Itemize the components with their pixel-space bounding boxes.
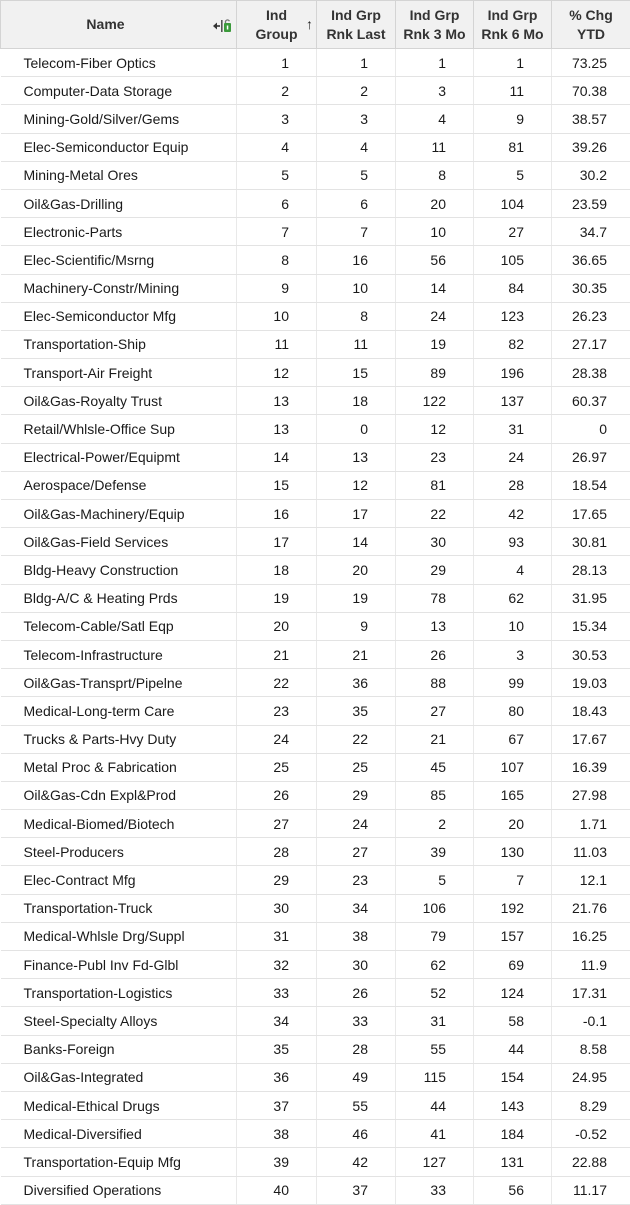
rnk-3mo-cell: 24 xyxy=(396,302,474,330)
table-row[interactable] xyxy=(1,105,630,133)
rnk-last-cell: 8 xyxy=(317,302,396,330)
ind-group-cell: 10 xyxy=(237,302,317,330)
rnk-last-cell: 35 xyxy=(317,697,396,725)
rnk-6mo-cell: 7 xyxy=(474,866,552,894)
rnk-6mo-cell: 69 xyxy=(474,951,552,979)
rnk-last-cell: 38 xyxy=(317,922,396,950)
name-cell[interactable]: Transportation-Truck xyxy=(1,894,237,922)
name-cell[interactable]: Electronic-Parts xyxy=(1,218,237,246)
ind-group-cell: 24 xyxy=(237,725,317,753)
rnk-3mo-cell: 23 xyxy=(396,443,474,471)
chg-ytd-cell: 28.13 xyxy=(552,556,630,584)
rnk-last-cell: 20 xyxy=(317,556,396,584)
chg-ytd-cell: 12.1 xyxy=(552,866,630,894)
rnk-6mo-cell: 42 xyxy=(474,500,552,528)
chg-ytd-cell: 24.95 xyxy=(552,1063,630,1091)
table-body xyxy=(1,49,630,1205)
rnk-6mo-cell: 56 xyxy=(474,1176,552,1204)
ind-group-cell: 32 xyxy=(237,951,317,979)
table-row[interactable] xyxy=(1,1148,630,1176)
ind-group-cell: 2 xyxy=(237,77,317,105)
chg-ytd-cell: 16.25 xyxy=(552,922,630,950)
rnk-last-cell: 12 xyxy=(317,471,396,499)
chg-ytd-cell: 11.9 xyxy=(552,951,630,979)
rnk-3mo-cell: 79 xyxy=(396,922,474,950)
table-row[interactable] xyxy=(1,330,630,358)
chg-ytd-cell: 18.43 xyxy=(552,697,630,725)
rnk-last-cell: 1 xyxy=(317,49,396,77)
ind-group-cell: 38 xyxy=(237,1120,317,1148)
ind-group-cell: 17 xyxy=(237,528,317,556)
rnk-3mo-cell: 2 xyxy=(396,810,474,838)
name-cell[interactable]: Transportation-Logistics xyxy=(1,979,237,1007)
table-row[interactable] xyxy=(1,1035,630,1063)
table-row[interactable] xyxy=(1,161,630,189)
rnk-6mo-cell: 130 xyxy=(474,838,552,866)
rnk-last-cell: 2 xyxy=(317,77,396,105)
chg-ytd-cell: -0.52 xyxy=(552,1120,630,1148)
rnk-last-cell: 30 xyxy=(317,951,396,979)
name-cell[interactable]: Mining-Metal Ores xyxy=(1,161,237,189)
name-cell[interactable]: Oil&Gas-Integrated xyxy=(1,1063,237,1091)
chg-ytd-cell: 17.65 xyxy=(552,500,630,528)
rnk-6mo-cell: 5 xyxy=(474,161,552,189)
chg-ytd-cell: 30.35 xyxy=(552,274,630,302)
chg-ytd-cell: 39.26 xyxy=(552,133,630,161)
table-row[interactable] xyxy=(1,725,630,753)
rnk-3mo-cell: 4 xyxy=(396,105,474,133)
rnk-last-cell: 4 xyxy=(317,133,396,161)
rnk-6mo-cell: 104 xyxy=(474,189,552,217)
name-cell[interactable]: Finance-Publ Inv Fd-Glbl xyxy=(1,951,237,979)
chg-ytd-cell: 26.97 xyxy=(552,443,630,471)
rnk-last-cell: 29 xyxy=(317,781,396,809)
rnk-6mo-cell: 24 xyxy=(474,443,552,471)
name-cell[interactable]: Bldg-Heavy Construction xyxy=(1,556,237,584)
chg-ytd-cell: 17.67 xyxy=(552,725,630,753)
rnk-6mo-cell: 82 xyxy=(474,330,552,358)
rnk-6mo-cell: 44 xyxy=(474,1035,552,1063)
rnk-6mo-cell: 58 xyxy=(474,1007,552,1035)
name-cell[interactable]: Oil&Gas-Field Services xyxy=(1,528,237,556)
rnk-last-cell: 7 xyxy=(317,218,396,246)
chg-ytd-cell: 21.76 xyxy=(552,894,630,922)
chg-ytd-cell: 27.17 xyxy=(552,330,630,358)
name-cell[interactable]: Electrical-Power/Equipmt xyxy=(1,443,237,471)
rnk-6mo-cell: 165 xyxy=(474,781,552,809)
chg-ytd-cell: 70.38 xyxy=(552,77,630,105)
table-row[interactable] xyxy=(1,669,630,697)
rnk-6mo-cell: 28 xyxy=(474,471,552,499)
table-row[interactable] xyxy=(1,1007,630,1035)
rnk-3mo-cell: 30 xyxy=(396,528,474,556)
column-header-rnk-6mo[interactable]: Ind Grp Rnk 6 Mo xyxy=(474,1,552,49)
ind-group-cell: 30 xyxy=(237,894,317,922)
rnk-3mo-cell: 44 xyxy=(396,1091,474,1119)
chg-ytd-cell: 22.88 xyxy=(552,1148,630,1176)
name-cell[interactable]: Transportation-Ship xyxy=(1,330,237,358)
ind-group-cell: 13 xyxy=(237,415,317,443)
chg-ytd-cell: 31.95 xyxy=(552,584,630,612)
chg-ytd-cell: 8.58 xyxy=(552,1035,630,1063)
rnk-3mo-cell: 14 xyxy=(396,274,474,302)
chg-ytd-cell: 23.59 xyxy=(552,189,630,217)
ind-group-cell: 31 xyxy=(237,922,317,950)
ind-group-cell: 29 xyxy=(237,866,317,894)
table-row[interactable] xyxy=(1,584,630,612)
table-row[interactable] xyxy=(1,612,630,640)
chg-ytd-cell: -0.1 xyxy=(552,1007,630,1035)
ind-group-cell: 6 xyxy=(237,189,317,217)
chg-ytd-cell: 28.38 xyxy=(552,359,630,387)
rnk-3mo-cell: 55 xyxy=(396,1035,474,1063)
chg-ytd-cell: 19.03 xyxy=(552,669,630,697)
rnk-last-cell: 46 xyxy=(317,1120,396,1148)
ind-group-cell: 33 xyxy=(237,979,317,1007)
chg-ytd-cell: 38.57 xyxy=(552,105,630,133)
column-header-ind-group[interactable]: Ind Group ↑ xyxy=(237,1,317,49)
rnk-3mo-cell: 21 xyxy=(396,725,474,753)
table-row[interactable] xyxy=(1,1063,630,1091)
rnk-3mo-cell: 115 xyxy=(396,1063,474,1091)
rnk-6mo-cell: 3 xyxy=(474,640,552,668)
name-cell[interactable]: Transportation-Equip Mfg xyxy=(1,1148,237,1176)
name-cell[interactable]: Elec-Contract Mfg xyxy=(1,866,237,894)
ind-group-cell: 7 xyxy=(237,218,317,246)
table-row[interactable] xyxy=(1,753,630,781)
rnk-6mo-cell: 192 xyxy=(474,894,552,922)
chg-ytd-cell: 30.2 xyxy=(552,161,630,189)
rnk-6mo-cell: 67 xyxy=(474,725,552,753)
ind-group-cell: 8 xyxy=(237,246,317,274)
rnk-last-cell: 15 xyxy=(317,359,396,387)
ind-group-cell: 20 xyxy=(237,612,317,640)
ind-group-cell: 4 xyxy=(237,133,317,161)
rnk-3mo-cell: 12 xyxy=(396,415,474,443)
rnk-last-cell: 33 xyxy=(317,1007,396,1035)
rnk-6mo-cell: 11 xyxy=(474,77,552,105)
collapse-columns-icon[interactable] xyxy=(212,19,232,33)
rnk-3mo-cell: 127 xyxy=(396,1148,474,1176)
table-row[interactable] xyxy=(1,49,630,77)
rnk-last-cell: 49 xyxy=(317,1063,396,1091)
ind-group-cell: 13 xyxy=(237,387,317,415)
chg-ytd-cell: 18.54 xyxy=(552,471,630,499)
rnk-last-cell: 25 xyxy=(317,753,396,781)
rnk-3mo-cell: 29 xyxy=(396,556,474,584)
column-header-rnk-3mo[interactable]: Ind Grp Rnk 3 Mo xyxy=(396,1,474,49)
rnk-6mo-cell: 131 xyxy=(474,1148,552,1176)
name-cell[interactable]: Computer-Data Storage xyxy=(1,77,237,105)
rnk-last-cell: 3 xyxy=(317,105,396,133)
sort-ascending-icon[interactable]: ↑ xyxy=(306,15,313,34)
rnk-6mo-cell: 20 xyxy=(474,810,552,838)
rnk-6mo-cell: 99 xyxy=(474,669,552,697)
table-row[interactable] xyxy=(1,1091,630,1119)
table-row[interactable] xyxy=(1,838,630,866)
rnk-last-cell: 27 xyxy=(317,838,396,866)
ind-group-cell: 25 xyxy=(237,753,317,781)
rnk-6mo-cell: 137 xyxy=(474,387,552,415)
name-cell[interactable]: Diversified Operations xyxy=(1,1176,237,1204)
rnk-last-cell: 9 xyxy=(317,612,396,640)
table-row[interactable] xyxy=(1,189,630,217)
rnk-3mo-cell: 33 xyxy=(396,1176,474,1204)
rnk-last-cell: 13 xyxy=(317,443,396,471)
table-row[interactable] xyxy=(1,697,630,725)
rnk-3mo-cell: 3 xyxy=(396,77,474,105)
ind-group-cell: 16 xyxy=(237,500,317,528)
table-row[interactable] xyxy=(1,302,630,330)
name-cell[interactable]: Steel-Specialty Alloys xyxy=(1,1007,237,1035)
chg-ytd-cell: 34.7 xyxy=(552,218,630,246)
rnk-last-cell: 18 xyxy=(317,387,396,415)
rnk-3mo-cell: 39 xyxy=(396,838,474,866)
ind-group-cell: 15 xyxy=(237,471,317,499)
chg-ytd-cell: 26.23 xyxy=(552,302,630,330)
chg-ytd-cell: 73.25 xyxy=(552,49,630,77)
name-cell[interactable]: Oil&Gas-Royalty Trust xyxy=(1,387,237,415)
table-row[interactable] xyxy=(1,1120,630,1148)
rnk-3mo-cell: 41 xyxy=(396,1120,474,1148)
rnk-3mo-cell: 78 xyxy=(396,584,474,612)
chg-ytd-cell: 8.29 xyxy=(552,1091,630,1119)
table-row[interactable] xyxy=(1,922,630,950)
chg-ytd-cell: 27.98 xyxy=(552,781,630,809)
rnk-last-cell: 23 xyxy=(317,866,396,894)
ind-group-cell: 28 xyxy=(237,838,317,866)
table-row[interactable] xyxy=(1,77,630,105)
rnk-6mo-cell: 93 xyxy=(474,528,552,556)
rnk-3mo-cell: 89 xyxy=(396,359,474,387)
name-cell[interactable]: Machinery-Constr/Mining xyxy=(1,274,237,302)
ind-group-cell: 14 xyxy=(237,443,317,471)
chg-ytd-cell: 60.37 xyxy=(552,387,630,415)
rnk-3mo-cell: 31 xyxy=(396,1007,474,1035)
table-row[interactable] xyxy=(1,781,630,809)
rnk-3mo-cell: 81 xyxy=(396,471,474,499)
ind-group-cell: 3 xyxy=(237,105,317,133)
rnk-6mo-cell: 1 xyxy=(474,49,552,77)
rnk-3mo-cell: 10 xyxy=(396,218,474,246)
ind-group-cell: 39 xyxy=(237,1148,317,1176)
rnk-last-cell: 5 xyxy=(317,161,396,189)
rnk-3mo-cell: 88 xyxy=(396,669,474,697)
rnk-6mo-cell: 196 xyxy=(474,359,552,387)
column-header-name-label: Name xyxy=(86,16,124,32)
chg-ytd-cell: 1.71 xyxy=(552,810,630,838)
name-cell[interactable]: Trucks & Parts-Hvy Duty xyxy=(1,725,237,753)
rnk-last-cell: 17 xyxy=(317,500,396,528)
rnk-6mo-cell: 84 xyxy=(474,274,552,302)
name-cell[interactable]: Metal Proc & Fabrication xyxy=(1,753,237,781)
rnk-last-cell: 16 xyxy=(317,246,396,274)
name-cell[interactable]: Medical-Whlsle Drg/Suppl xyxy=(1,922,237,950)
rnk-last-cell: 28 xyxy=(317,1035,396,1063)
table-row[interactable] xyxy=(1,556,630,584)
table-row[interactable] xyxy=(1,246,630,274)
rnk-3mo-cell: 45 xyxy=(396,753,474,781)
rnk-6mo-cell: 62 xyxy=(474,584,552,612)
rnk-6mo-cell: 107 xyxy=(474,753,552,781)
rnk-last-cell: 26 xyxy=(317,979,396,1007)
rnk-6mo-cell: 31 xyxy=(474,415,552,443)
name-cell[interactable]: Oil&Gas-Cdn Expl&Prod xyxy=(1,781,237,809)
name-cell[interactable]: Retail/Whlsle-Office Sup xyxy=(1,415,237,443)
table-row[interactable] xyxy=(1,359,630,387)
ind-group-cell: 36 xyxy=(237,1063,317,1091)
table-row[interactable] xyxy=(1,218,630,246)
table-row[interactable] xyxy=(1,387,630,415)
name-cell[interactable]: Telecom-Infrastructure xyxy=(1,640,237,668)
rnk-3mo-cell: 1 xyxy=(396,49,474,77)
table-row[interactable] xyxy=(1,894,630,922)
ind-group-cell: 37 xyxy=(237,1091,317,1119)
column-header-rnk-last[interactable]: Ind Grp Rnk Last xyxy=(317,1,396,49)
rnk-3mo-cell: 62 xyxy=(396,951,474,979)
table-row[interactable] xyxy=(1,500,630,528)
chg-ytd-cell: 11.03 xyxy=(552,838,630,866)
rnk-last-cell: 6 xyxy=(317,189,396,217)
ind-group-cell: 18 xyxy=(237,556,317,584)
rnk-6mo-cell: 157 xyxy=(474,922,552,950)
ind-group-cell: 27 xyxy=(237,810,317,838)
rnk-3mo-cell: 85 xyxy=(396,781,474,809)
column-header-chg-ytd[interactable]: % Chg YTD xyxy=(552,1,630,49)
table-row[interactable] xyxy=(1,133,630,161)
table-row[interactable] xyxy=(1,274,630,302)
name-cell[interactable]: Oil&Gas-Machinery/Equip xyxy=(1,500,237,528)
rnk-6mo-cell: 4 xyxy=(474,556,552,584)
chg-ytd-cell: 36.65 xyxy=(552,246,630,274)
rnk-6mo-cell: 184 xyxy=(474,1120,552,1148)
name-cell[interactable]: Oil&Gas-Transprt/Pipelne xyxy=(1,669,237,697)
column-header-name[interactable] xyxy=(1,1,237,49)
rnk-6mo-cell: 124 xyxy=(474,979,552,1007)
table-row[interactable] xyxy=(1,415,630,443)
ind-group-cell: 19 xyxy=(237,584,317,612)
ind-group-cell: 35 xyxy=(237,1035,317,1063)
rnk-3mo-cell: 106 xyxy=(396,894,474,922)
rnk-last-cell: 55 xyxy=(317,1091,396,1119)
header-row xyxy=(1,1,630,49)
name-cell[interactable]: Mining-Gold/Silver/Gems xyxy=(1,105,237,133)
rnk-6mo-cell: 9 xyxy=(474,105,552,133)
name-cell[interactable]: Telecom-Cable/Satl Eqp xyxy=(1,612,237,640)
rnk-last-cell: 36 xyxy=(317,669,396,697)
rnk-6mo-cell: 143 xyxy=(474,1091,552,1119)
table-row[interactable] xyxy=(1,471,630,499)
name-cell[interactable]: Medical-Long-term Care xyxy=(1,697,237,725)
rnk-3mo-cell: 27 xyxy=(396,697,474,725)
rnk-6mo-cell: 154 xyxy=(474,1063,552,1091)
name-cell[interactable]: Medical-Diversified xyxy=(1,1120,237,1148)
rnk-3mo-cell: 22 xyxy=(396,500,474,528)
table-row[interactable] xyxy=(1,810,630,838)
rnk-last-cell: 19 xyxy=(317,584,396,612)
rnk-3mo-cell: 26 xyxy=(396,640,474,668)
ind-group-cell: 40 xyxy=(237,1176,317,1204)
chg-ytd-cell: 11.17 xyxy=(552,1176,630,1204)
rnk-last-cell: 37 xyxy=(317,1176,396,1204)
name-cell[interactable]: Telecom-Fiber Optics xyxy=(1,49,237,77)
rnk-3mo-cell: 19 xyxy=(396,330,474,358)
table-header xyxy=(1,1,630,49)
rnk-3mo-cell: 56 xyxy=(396,246,474,274)
rnk-6mo-cell: 10 xyxy=(474,612,552,640)
ind-group-cell: 22 xyxy=(237,669,317,697)
name-cell[interactable]: Elec-Semiconductor Equip xyxy=(1,133,237,161)
table-row[interactable] xyxy=(1,951,630,979)
rnk-3mo-cell: 5 xyxy=(396,866,474,894)
table-row[interactable] xyxy=(1,866,630,894)
rnk-last-cell: 10 xyxy=(317,274,396,302)
table-row[interactable] xyxy=(1,979,630,1007)
rnk-6mo-cell: 27 xyxy=(474,218,552,246)
name-cell[interactable]: Oil&Gas-Drilling xyxy=(1,189,237,217)
name-cell[interactable]: Medical-Biomed/Biotech xyxy=(1,810,237,838)
chg-ytd-cell: 15.34 xyxy=(552,612,630,640)
rnk-6mo-cell: 80 xyxy=(474,697,552,725)
chg-ytd-cell: 30.81 xyxy=(552,528,630,556)
rnk-last-cell: 14 xyxy=(317,528,396,556)
rnk-last-cell: 22 xyxy=(317,725,396,753)
name-cell[interactable]: Banks-Foreign xyxy=(1,1035,237,1063)
rnk-last-cell: 21 xyxy=(317,640,396,668)
name-cell[interactable]: Steel-Producers xyxy=(1,838,237,866)
name-cell[interactable]: Bldg-A/C & Heating Prds xyxy=(1,584,237,612)
name-cell[interactable]: Elec-Semiconductor Mfg xyxy=(1,302,237,330)
chg-ytd-cell: 30.53 xyxy=(552,640,630,668)
chg-ytd-cell: 17.31 xyxy=(552,979,630,1007)
rnk-6mo-cell: 81 xyxy=(474,133,552,161)
name-cell[interactable]: Elec-Scientific/Msrng xyxy=(1,246,237,274)
rnk-last-cell: 24 xyxy=(317,810,396,838)
name-cell[interactable]: Medical-Ethical Drugs xyxy=(1,1091,237,1119)
chg-ytd-cell: 0 xyxy=(552,415,630,443)
ind-group-cell: 23 xyxy=(237,697,317,725)
ind-group-cell: 1 xyxy=(237,49,317,77)
table-row[interactable] xyxy=(1,443,630,471)
table-row[interactable] xyxy=(1,528,630,556)
ind-group-cell: 21 xyxy=(237,640,317,668)
ind-group-cell: 12 xyxy=(237,359,317,387)
rnk-last-cell: 42 xyxy=(317,1148,396,1176)
rnk-last-cell: 0 xyxy=(317,415,396,443)
table-row[interactable] xyxy=(1,640,630,668)
rnk-6mo-cell: 123 xyxy=(474,302,552,330)
rnk-3mo-cell: 122 xyxy=(396,387,474,415)
ind-group-cell: 26 xyxy=(237,781,317,809)
rnk-3mo-cell: 8 xyxy=(396,161,474,189)
chg-ytd-cell: 16.39 xyxy=(552,753,630,781)
rnk-3mo-cell: 11 xyxy=(396,133,474,161)
ind-group-cell: 11 xyxy=(237,330,317,358)
rnk-3mo-cell: 52 xyxy=(396,979,474,1007)
name-cell[interactable]: Aerospace/Defense xyxy=(1,471,237,499)
rnk-3mo-cell: 13 xyxy=(396,612,474,640)
ind-group-cell: 5 xyxy=(237,161,317,189)
rnk-last-cell: 34 xyxy=(317,894,396,922)
rnk-3mo-cell: 20 xyxy=(396,189,474,217)
ind-group-cell: 9 xyxy=(237,274,317,302)
rnk-6mo-cell: 105 xyxy=(474,246,552,274)
ind-group-cell: 34 xyxy=(237,1007,317,1035)
rnk-last-cell: 11 xyxy=(317,330,396,358)
name-cell[interactable]: Transport-Air Freight xyxy=(1,359,237,387)
